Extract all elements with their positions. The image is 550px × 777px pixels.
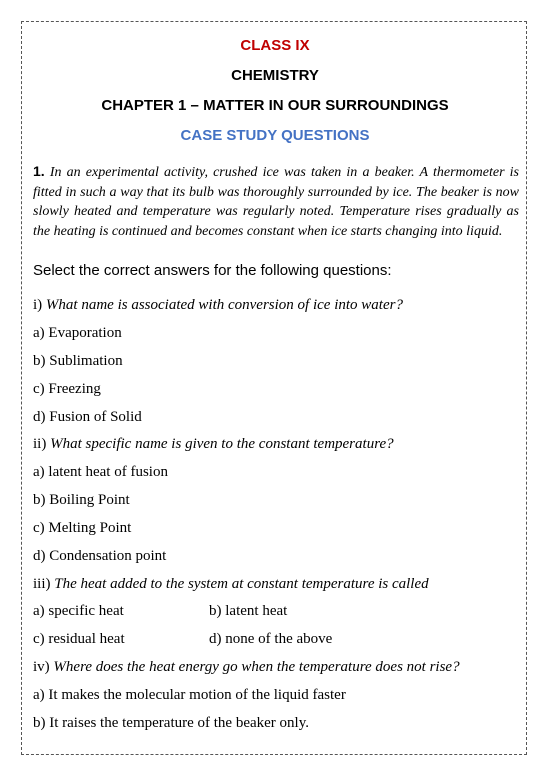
question-4 — [33, 659, 460, 676]
option: b) Boiling Point — [33, 492, 130, 508]
option: c) Freezing — [33, 381, 101, 397]
case-text: In an experimental activity, crushed ice was taken in a beaker. A thermometer is fitted in such a way that its bulb was thoroughly surrounded by ice. The beaker is now slowly heated and temperature was regularly noted. Temperature rises gradually as the heating is continued and becomes constant when ice starts changing into liquid. — [33, 165, 519, 239]
option-row — [33, 603, 288, 620]
option: d) none of the above — [209, 631, 333, 647]
case-number: 1. — [33, 163, 45, 179]
instruction: Select the correct answers for the following questions: — [33, 262, 392, 279]
option: c) Melting Point — [33, 520, 132, 536]
question-number: ii) — [33, 436, 47, 452]
question-number: i) — [33, 297, 43, 313]
class-heading: CLASS IX — [240, 37, 310, 54]
question-text: The heat added to the system at constant temperature is called — [54, 576, 429, 592]
subject-heading: CHEMISTRY — [231, 67, 319, 84]
option: a) latent heat of fusion — [33, 464, 168, 480]
question-number: iii) — [33, 576, 51, 592]
case-paragraph — [33, 162, 519, 241]
question-3 — [33, 576, 429, 593]
option: a) Evaporation — [33, 325, 122, 341]
option: c) residual heat — [33, 631, 125, 647]
option: d) Fusion of Solid — [33, 409, 142, 425]
option: a) specific heat — [33, 603, 124, 619]
question-text: What name is associated with conversion of ice into water? — [45, 297, 403, 313]
option: b) It raises the temperature of the beaker only. — [33, 715, 309, 731]
option-row — [33, 631, 333, 648]
question-2 — [33, 436, 394, 453]
option: b) latent heat — [209, 603, 288, 619]
section-heading: CASE STUDY QUESTIONS — [180, 127, 370, 144]
option: a) It makes the molecular motion of the liquid faster — [33, 687, 346, 703]
option: b) Sublimation — [33, 353, 123, 369]
chapter-heading: CHAPTER 1 – MATTER IN OUR SURROUNDINGS — [101, 97, 449, 114]
option: d) Condensation point — [33, 548, 167, 564]
question-1 — [33, 297, 403, 314]
question-text: What specific name is given to the constant temperature? — [50, 436, 394, 452]
question-text: Where does the heat energy go when the temperature does not rise? — [53, 659, 460, 675]
question-number: iv) — [33, 659, 50, 675]
